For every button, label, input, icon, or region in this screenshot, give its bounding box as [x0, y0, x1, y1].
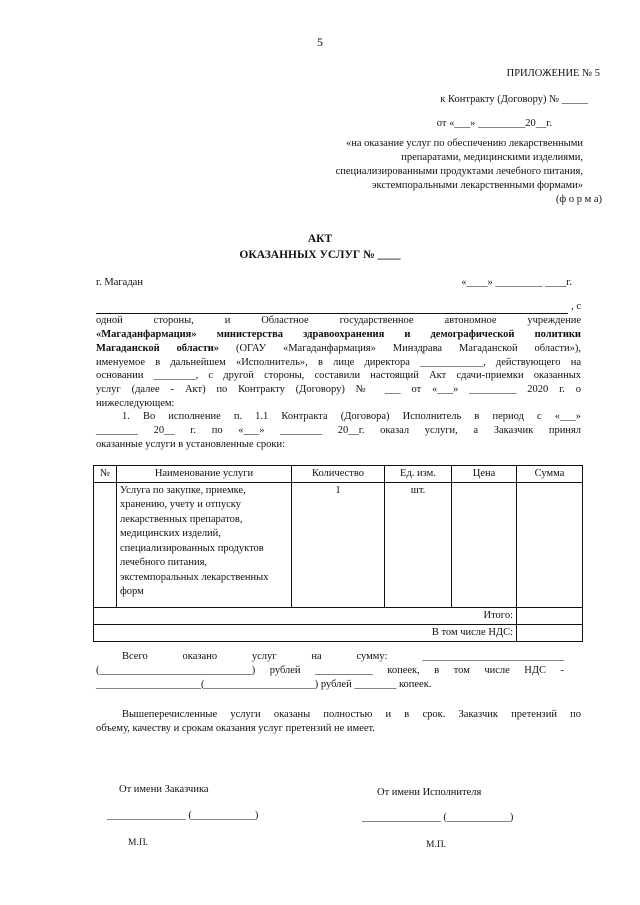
subject-line: специализированными продуктами лечебного питания,	[335, 165, 583, 177]
party-line-end: , с	[571, 301, 581, 313]
service-name-line: специализированных продуктов	[120, 542, 264, 554]
service-name-line: форм	[120, 586, 144, 598]
statement-line: Вышеперечисленные услуги оказаны полностью и в срок. Заказчик претензий по	[122, 709, 581, 720]
act-subtitle: ОКАЗАННЫХ УСЛУГ № ____	[239, 249, 401, 261]
intro-line: основании ________, с другой стороны, составили настоящий Акт сдачи-приемки оказанных	[96, 370, 581, 382]
intro-line: именуемое в дальнейшем «Исполнитель», в лице директора ____________, действующего на	[96, 356, 581, 368]
intro-line	[96, 342, 581, 356]
header-number: №	[94, 466, 117, 483]
totals-paragraph	[96, 650, 564, 692]
contract-date: от «___» _________20__г.	[436, 118, 552, 129]
vat-row	[94, 624, 583, 641]
contract-subject	[243, 137, 583, 192]
total-label: Итого:	[94, 607, 517, 624]
table-header-row	[94, 466, 583, 483]
totals-line: ____________________(_____________________) рублей ________ копеек.	[96, 678, 432, 690]
intro-line: «Магаданфармация» министерства здравоохранения и демографической политики	[96, 328, 581, 340]
header-unit: Ед. изм.	[385, 466, 452, 483]
service-name-line: Услуга по закупке, приемке,	[120, 484, 246, 496]
executor-signature-line: _______________ (____________)	[362, 812, 514, 823]
subject-line: препаратами, медицинскими изделиями,	[401, 151, 583, 163]
total-value	[517, 607, 583, 624]
city: г. Магадан	[96, 277, 143, 288]
totals-line: (_____________________________) рублей ___________ копеек, в том числе НДС -	[96, 664, 564, 676]
customer-label: От имени Заказчика	[119, 784, 209, 795]
header-sum: Сумма	[517, 466, 583, 483]
page-number: 5	[317, 35, 323, 49]
act-date: «____» _________ ____г.	[461, 277, 572, 288]
cell-number	[94, 482, 117, 607]
appendix-title: ПРИЛОЖЕНИЕ № 5	[506, 68, 600, 79]
header-service-name: Наименование услуги	[117, 466, 292, 483]
intro-line: нижеследующем:	[96, 398, 175, 410]
customer-signature-line: _______________ (____________)	[107, 810, 259, 821]
service-name-line: лекарственных препаратов,	[120, 513, 243, 525]
service-name-line: экстемпоральных лекарственных	[120, 571, 269, 583]
intro-line: одной стороны, и Областное государственное автономное учреждение	[96, 315, 581, 326]
total-row	[94, 607, 583, 624]
table-row	[94, 482, 583, 607]
cell-price	[452, 482, 517, 607]
cell-unit: шт.	[385, 482, 452, 607]
service-name-line: медицинских изделий,	[120, 528, 221, 540]
vat-value	[517, 624, 583, 641]
totals-line: Всего оказано услуг на сумму: ___________________________	[122, 651, 564, 662]
statement-paragraph	[96, 708, 581, 736]
act-title: АКТ	[307, 233, 333, 245]
vat-label: В том числе НДС:	[94, 624, 517, 641]
service-name-line: лечебного питания,	[120, 557, 208, 569]
party-name-blank	[96, 303, 568, 314]
clause-line: ________ 20__ г. по «___» ________ 20__г. оказал услуги, а Заказчик принял	[96, 424, 581, 436]
header-quantity: Количество	[292, 466, 385, 483]
clause-line: оказанные услуги в установленные сроки:	[96, 438, 286, 450]
executor-label: От имени Исполнителя	[377, 787, 482, 798]
cell-sum	[517, 482, 583, 607]
customer-stamp: М.П.	[128, 838, 149, 848]
service-name-line: хранению, учету и отпуску	[120, 499, 241, 511]
clause-line: 1. Во исполнение п. 1.1 Контракта (Договора) Исполнитель в период с «___»	[122, 411, 581, 422]
header-price: Цена	[452, 466, 517, 483]
executor-stamp: М.П.	[426, 840, 447, 850]
subject-line: «на оказание услуг по обеспечению лекарственными	[346, 138, 583, 149]
contract-reference: к Контракту (Договору) № _____	[440, 94, 588, 105]
cell-quantity: 1	[292, 482, 385, 607]
clause-1	[96, 410, 581, 452]
intro-rest-part: (ОГАУ «Магаданфармация» Минздрава Магаданской области»),	[219, 342, 581, 354]
intro-bold-part: Магаданской области»	[96, 342, 220, 354]
subject-line: экстемпоральными лекарственными формами»	[372, 179, 583, 191]
services-table	[93, 465, 583, 642]
party-line	[96, 300, 581, 314]
intro-paragraph	[96, 300, 581, 411]
cell-service-name	[117, 482, 292, 607]
form-label: (ф о р м а)	[555, 194, 602, 205]
intro-line: услуг (далее - Акт) по Контракту (Договору) № ___ от «___» _________ 2020 г. о	[96, 384, 581, 396]
statement-line: объему, качеству и срокам оказания услуг претензий не имеет.	[96, 722, 375, 734]
